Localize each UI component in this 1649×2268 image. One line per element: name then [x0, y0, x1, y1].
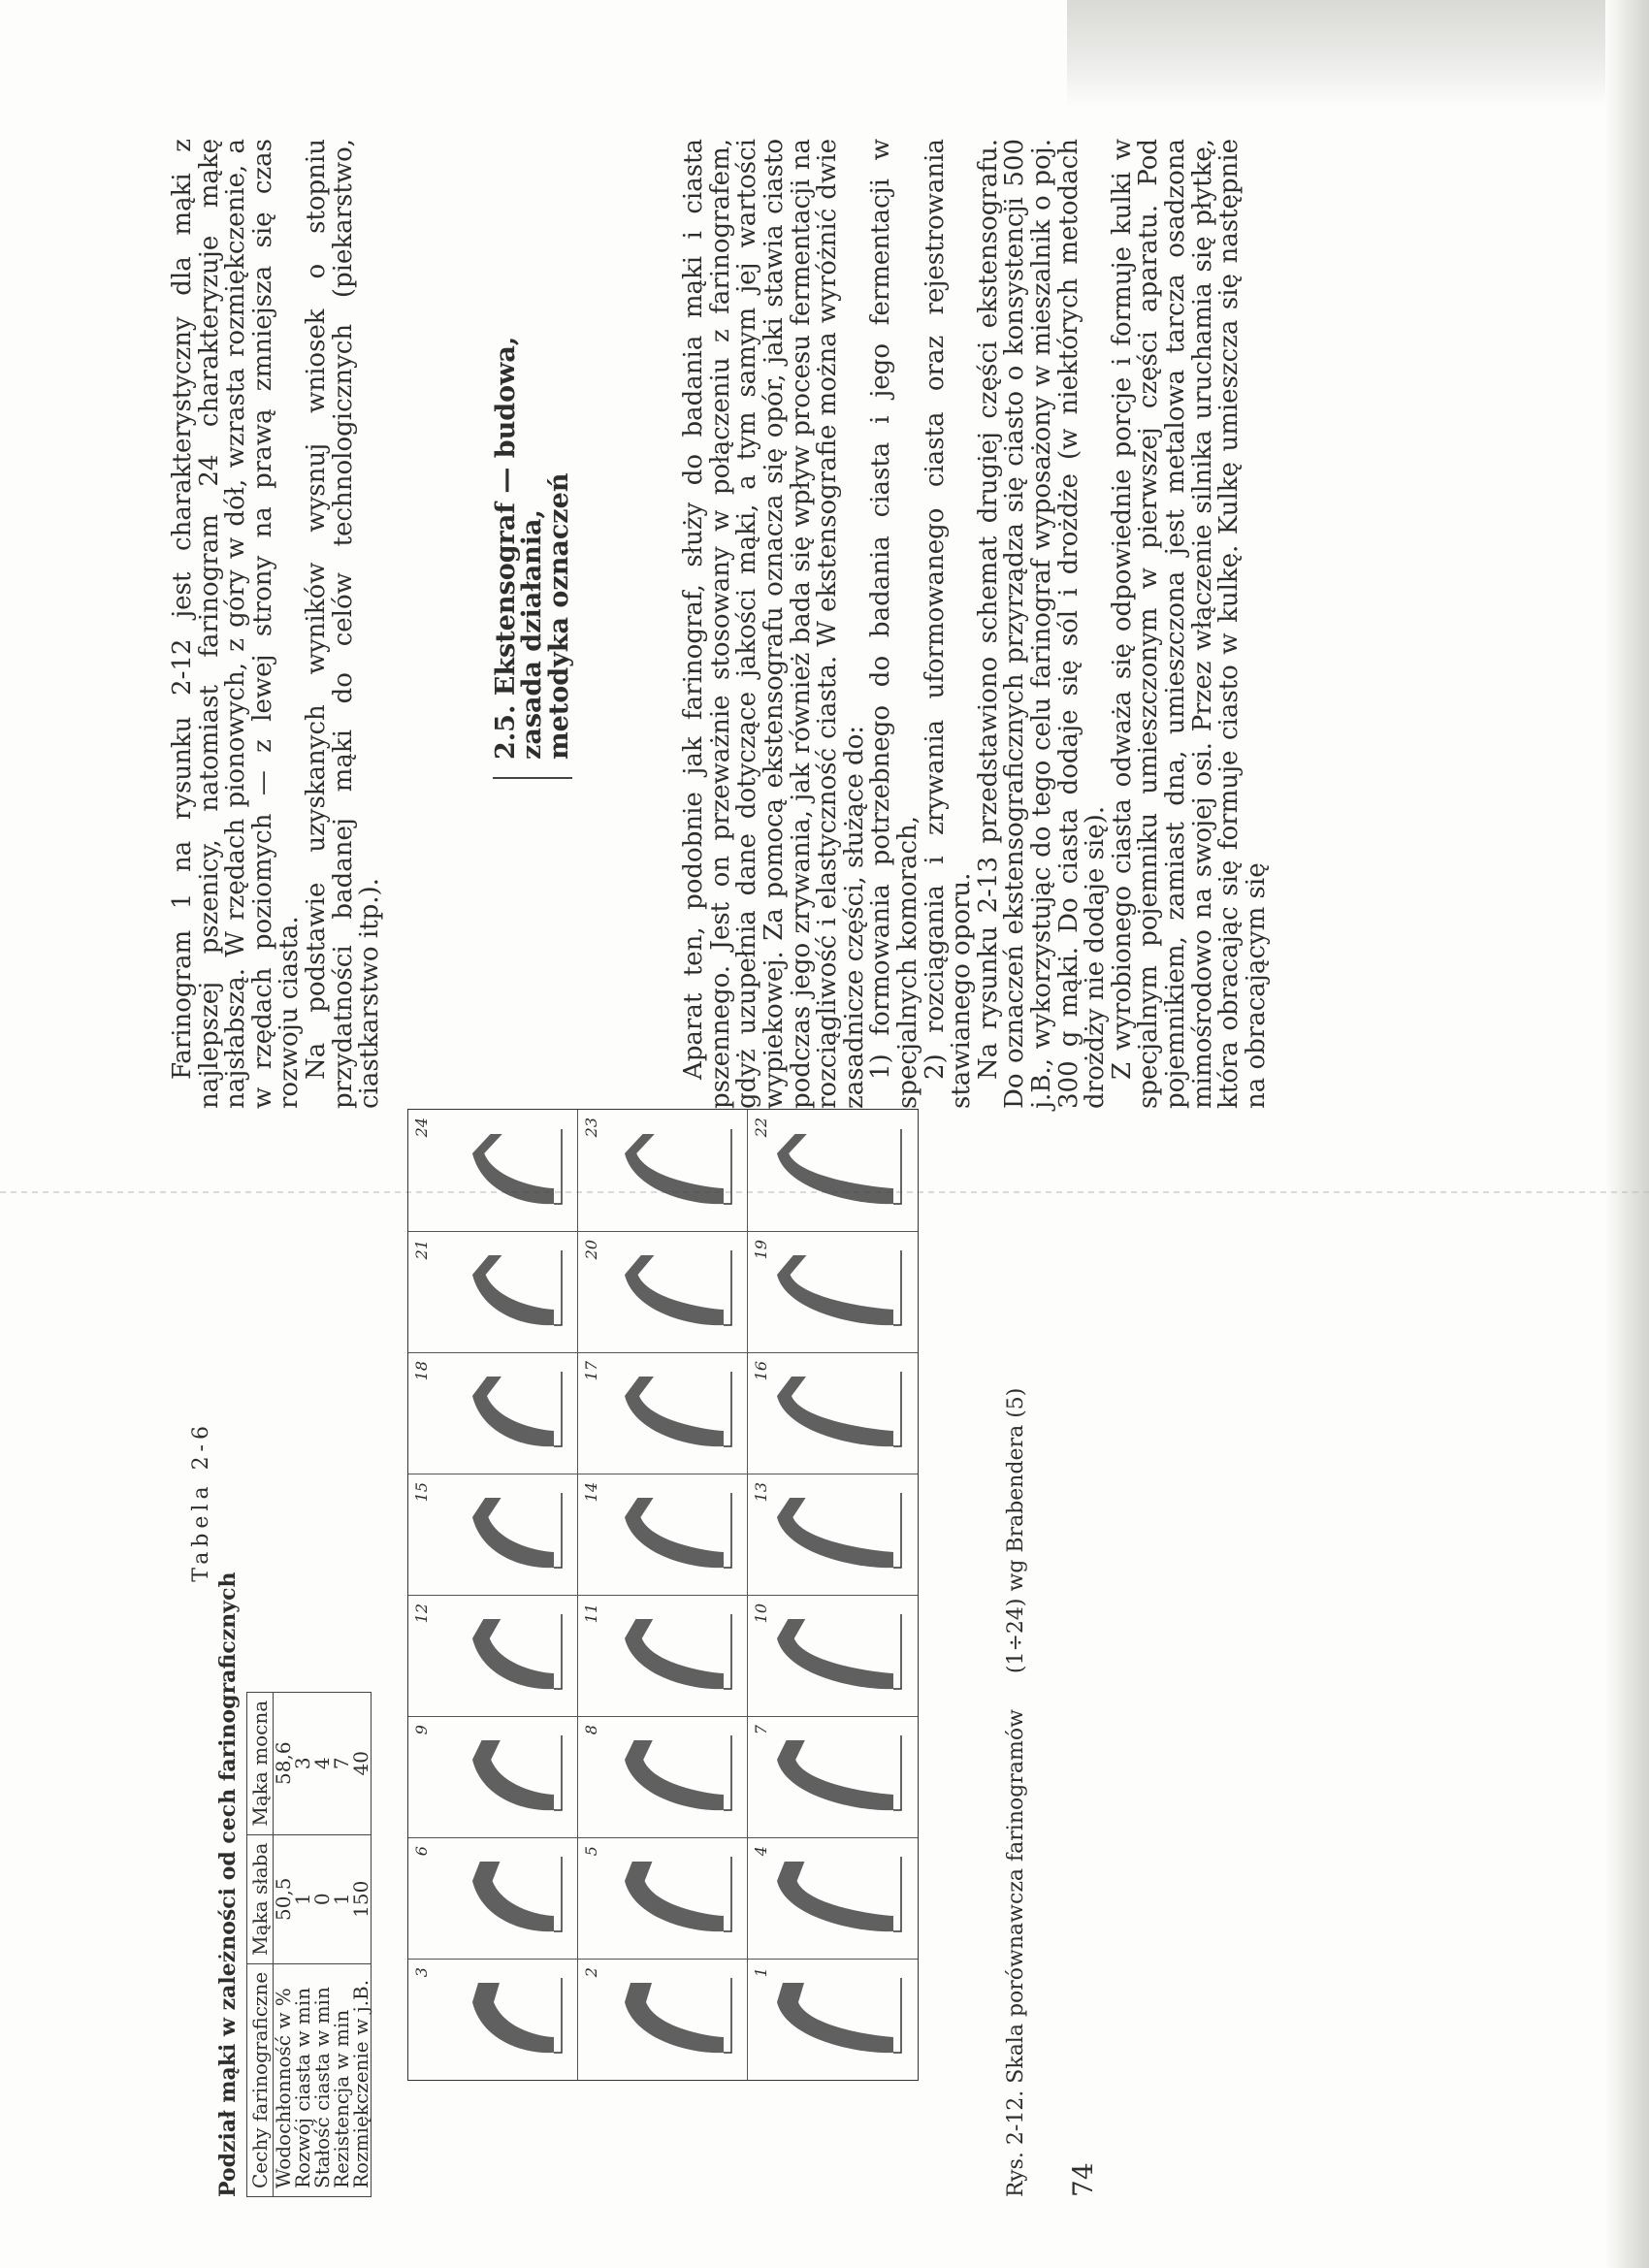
farinogram-band — [625, 1740, 724, 1810]
farinogram-baseline — [554, 1129, 562, 1204]
farinogram-baseline — [724, 1372, 731, 1446]
farinogram-label: 15 — [412, 1482, 431, 1503]
farinogram-cell — [578, 1716, 748, 1837]
farinogram-label: 6 — [412, 1846, 431, 1857]
farinogram-label: 7 — [752, 1725, 770, 1735]
farinogram-baseline — [893, 1250, 901, 1325]
farinogram-band — [472, 1255, 554, 1325]
farinogram-curve — [748, 1231, 918, 1352]
farinogram-curve — [748, 1837, 918, 1959]
farinograph-table — [246, 1692, 372, 2197]
farinogram-curve — [578, 1959, 748, 2080]
farinogram-band — [777, 1619, 893, 1689]
farinogram-band — [777, 1740, 893, 1810]
farinogram-baseline — [893, 1129, 901, 1204]
farinogram-baseline — [724, 1614, 731, 1689]
paragraph-conclusion: Na podstawie uzyskanych wyników wysnuj wniosek o stopniu przydatności badanej mąki do celów technologicznych (piekarstwo, ciastkarstwo itp.). — [301, 139, 385, 1109]
farinogram-curve — [408, 1474, 578, 1595]
table-header: Mąka mocna — [247, 1692, 274, 1834]
farinogram-label: 4 — [752, 1846, 770, 1857]
farinogram-label: 21 — [412, 1240, 431, 1260]
table-cell: 40 — [351, 1692, 372, 1834]
farinogram-cell — [578, 1837, 748, 1959]
farinogram-label: 2 — [582, 1967, 600, 1978]
figure-caption — [1004, 1227, 1028, 2197]
farinogram-label: 14 — [582, 1482, 600, 1503]
farinogram-curve — [748, 1110, 918, 1231]
table-cell: Wodochłonność w % — [274, 1963, 294, 2196]
farinogram-band — [472, 1862, 554, 1931]
farinogram-label: 13 — [752, 1482, 770, 1503]
farinogram-cell — [408, 1474, 578, 1595]
farinogram-curve — [748, 1959, 918, 2080]
farinogram-band — [625, 1377, 724, 1446]
farinogram-label: 22 — [752, 1118, 770, 1138]
farinogram-band — [625, 1862, 724, 1931]
farinogram-cell — [578, 1595, 748, 1716]
table-cell: 4 — [312, 1692, 332, 1834]
farinogram-baseline — [724, 1735, 731, 1810]
section-heading-line: zasada działania, — [517, 509, 548, 760]
farinogram-curve — [408, 1837, 578, 1959]
farinogram-baseline — [554, 1614, 562, 1689]
table-cell: 0 — [312, 1834, 332, 1963]
farinogram-curve — [578, 1474, 748, 1595]
farinogram-label: 8 — [582, 1725, 600, 1735]
farinogram-curve — [578, 1595, 748, 1716]
table-cell: 58,6 — [274, 1692, 294, 1834]
farinogram-grid — [407, 1109, 919, 2081]
section-heading-line: 2.5. Ekstensograf — budowa, — [490, 336, 521, 760]
farinogram-baseline — [724, 1250, 731, 1325]
farinogram-band — [625, 1255, 724, 1325]
farinogram-cell — [748, 1231, 918, 1352]
farinogram-band — [472, 1377, 554, 1446]
farinogram-cell — [748, 1837, 918, 1959]
table-row — [293, 1692, 312, 2196]
farinogram-curve — [578, 1716, 748, 1837]
paragraph-dough-balls: Z wyrobionego ciasta odważa się odpowiednie porcje i formuje kulki w specjalnym pojemniku umieszczonym w pierwszej części aparatu. Pod pojemnikiem, zamiast dna, umieszczona jest metalowa tarcza osadzona mimośrodowo na swojej osi. Przez włączenie silnika uruchamia się płytkę, która obracając się formuje ciasto w kulkę. Kulkę umieszcza się następnie na obracającym się — [1107, 139, 1271, 1109]
section-heading-line: metodyka oznaczeń — [543, 472, 574, 760]
farinogram-band — [777, 1134, 893, 1204]
farinogram-label: 3 — [412, 1967, 431, 1978]
farinogram-baseline — [893, 1493, 901, 1568]
farinogram-curve — [748, 1352, 918, 1474]
table-cell: Rozwój ciasta w min — [293, 1963, 312, 2196]
farinogram-band — [472, 1983, 554, 2053]
table-cell: 50,5 — [274, 1834, 294, 1963]
farinogram-label: 17 — [582, 1361, 600, 1381]
table-row — [274, 1692, 294, 2196]
farinogram-label: 10 — [752, 1604, 770, 1624]
farinogram-baseline — [724, 1978, 731, 2053]
farinogram-baseline — [893, 1372, 901, 1446]
table-label: Tabela 2-6 — [189, 1421, 213, 1582]
farinogram-cell — [408, 1595, 578, 1716]
farinogram-label: 12 — [412, 1604, 431, 1624]
table-row — [351, 1692, 372, 2196]
farinogram-band — [777, 1255, 893, 1325]
farinogram-label: 16 — [752, 1361, 770, 1381]
farinogram-baseline — [893, 1735, 901, 1810]
list-item: 1) formowania potrzebnego do badania ciasta i jego fermentacji w specjalnych komorach, — [866, 139, 922, 1109]
farinogram-label: 23 — [582, 1118, 600, 1138]
table-row — [312, 1692, 332, 2196]
farinogram-curve — [408, 1595, 578, 1716]
list-item: 2) rozciągania i zrywania uformowanego ciasta oraz rejestrowania stawianego oporu. — [920, 139, 977, 1109]
table-header-row — [247, 1692, 274, 2196]
farinogram-cell — [578, 1474, 748, 1595]
farinogram-curve — [748, 1716, 918, 1837]
section-heading-2-5 — [490, 139, 574, 779]
farinogram-cell — [408, 1110, 578, 1231]
farinogram-curve — [408, 1231, 578, 1352]
table-cell: Rezistencja w min — [332, 1963, 351, 2196]
farinogram-band — [777, 1377, 893, 1446]
farinogram-label: 24 — [412, 1118, 431, 1138]
farinogram-baseline — [724, 1493, 731, 1568]
farinogram-band — [472, 1498, 554, 1568]
farinogram-curve — [748, 1595, 918, 1716]
farinogram-band — [625, 1983, 724, 2053]
farinogram-cell — [748, 1474, 918, 1595]
paragraph-apparatus: Aparat ten, podobnie jak farinograf, służy do badania mąki i ciasta pszennego. Jest on przeważnie stosowany w połączeniu z farinografem, gdyż uzupełnia dane dotyczące jakości mąki, a tym samym jej wartości wypiekowej. Za pomocą ekstensografu oznacza się opór, jaki stawia ciasto podczas jego zrywania, jak również bada się wpływ procesu fermentacji na rozciągliwość i elastyczność ciasta. W ekstensografie można wyróżnić dwie zasadnicze części, służące do: — [679, 139, 869, 1109]
table-row — [332, 1692, 351, 2196]
table-header: Cechy farinograficzne — [247, 1963, 274, 2196]
farinogram-baseline — [554, 1250, 562, 1325]
farinogram-cell — [578, 1352, 748, 1474]
farinogram-baseline — [554, 1372, 562, 1446]
farinogram-label: 11 — [582, 1604, 600, 1624]
farinogram-curve — [578, 1110, 748, 1231]
farinogram-cell — [748, 1716, 918, 1837]
farinogram-label: 20 — [582, 1240, 600, 1260]
farinogram-band — [625, 1619, 724, 1689]
farinogram-curve — [578, 1352, 748, 1474]
farinogram-band — [777, 1498, 893, 1568]
farinogram-band — [777, 1983, 893, 2053]
page-74 — [189, 1118, 1644, 2197]
farinogram-cell — [578, 1959, 748, 2080]
table-caption: Podział mąki w zależności od cech farinograficznych — [215, 1571, 241, 2197]
farinogram-cell — [578, 1231, 748, 1352]
farinogram-curve — [578, 1231, 748, 1352]
table-cell: 3 — [293, 1692, 312, 1834]
farinogram-cell — [578, 1110, 748, 1231]
farinogram-label: 18 — [412, 1361, 431, 1381]
farinogram-band — [472, 1740, 554, 1810]
table-cell: Rozmiękczenie w j.B. — [351, 1963, 372, 2196]
farinogram-band — [625, 1134, 724, 1204]
farinogram-cell — [408, 1231, 578, 1352]
farinogram-cell — [408, 1959, 578, 2080]
farinogram-band — [625, 1498, 724, 1568]
table-cell: 1 — [332, 1834, 351, 1963]
farinogram-band — [777, 1862, 893, 1931]
table-cell: Stałość ciasta w min — [312, 1963, 332, 2196]
farinogram-baseline — [554, 1857, 562, 1931]
farinogram-curve — [408, 1716, 578, 1837]
farinogram-curve — [408, 1352, 578, 1474]
paragraph-figure-2-13: Na rysunku 2-13 przedstawiono schemat drugiej części ekstensografu. Do oznaczeń ekstensograficznych przyrządza się ciasto o konsystencji 500 j.B., wykorzystując do tego celu farinograf wyposażony w mieszalnik o poj. 300 g mąki. Do ciasta dodaje się sól i drożdże (w niektórych metodach drożdży nie dodaje się). — [973, 139, 1111, 1109]
farinogram-cell — [748, 1110, 918, 1231]
farinogram-cell — [748, 1595, 918, 1716]
farinogram-label: 19 — [752, 1240, 770, 1260]
table-cell: 150 — [351, 1834, 372, 1963]
farinogram-curve — [748, 1474, 918, 1595]
figure-caption-range: (1÷24) wg Brabendera (5) — [1004, 1387, 1028, 1674]
farinogram-baseline — [554, 1493, 562, 1568]
page-75 — [170, 139, 1528, 1109]
farinogram-cell — [408, 1352, 578, 1474]
paragraph-farinogram-intro: Farinogram 1 na rysunku 2-12 jest charakterystyczny dla mąki z najlepszej pszenicy, natomiast farinogram 24 charakteryzuje mąkę najsłabszą. W rzędach pionowych, z góry w dół, wzrasta rozmiękczenie, a w rzędach poziomych — z lewej strony na prawą zmniejsza się czas rozwoju ciasta. — [168, 139, 305, 1109]
farinogram-baseline — [724, 1857, 731, 1931]
farinogram-curve — [578, 1837, 748, 1959]
farinogram-band — [472, 1619, 554, 1689]
farinogram-baseline — [893, 1857, 901, 1931]
farinogram-band — [472, 1134, 554, 1204]
farinogram-curve — [408, 1959, 578, 2080]
farinogram-label: 9 — [412, 1725, 431, 1735]
scan-shadow-top — [1067, 0, 1649, 107]
farinogram-cell — [748, 1352, 918, 1474]
farinogram-label: 1 — [752, 1967, 770, 1978]
page-number: 74 — [1067, 2162, 1099, 2197]
farinogram-baseline — [554, 1735, 562, 1810]
figure-caption-title: Rys. 2-12. Skala porównawcza farinogramów — [1004, 1709, 1028, 2197]
farinogram-cell — [408, 1716, 578, 1837]
farinogram-cell — [408, 1837, 578, 1959]
table-header: Mąka słaba — [247, 1834, 274, 1963]
farinogram-curve — [408, 1110, 578, 1231]
farinogram-cell — [748, 1959, 918, 2080]
farinogram-label: 5 — [582, 1846, 600, 1857]
farinogram-baseline — [893, 1978, 901, 2053]
farinogram-baseline — [893, 1614, 901, 1689]
farinogram-baseline — [554, 1978, 562, 2053]
table-block — [189, 1421, 372, 2197]
table-cell: 1 — [293, 1834, 312, 1963]
farinogram-baseline — [724, 1129, 731, 1204]
table-cell: 7 — [332, 1692, 351, 1834]
